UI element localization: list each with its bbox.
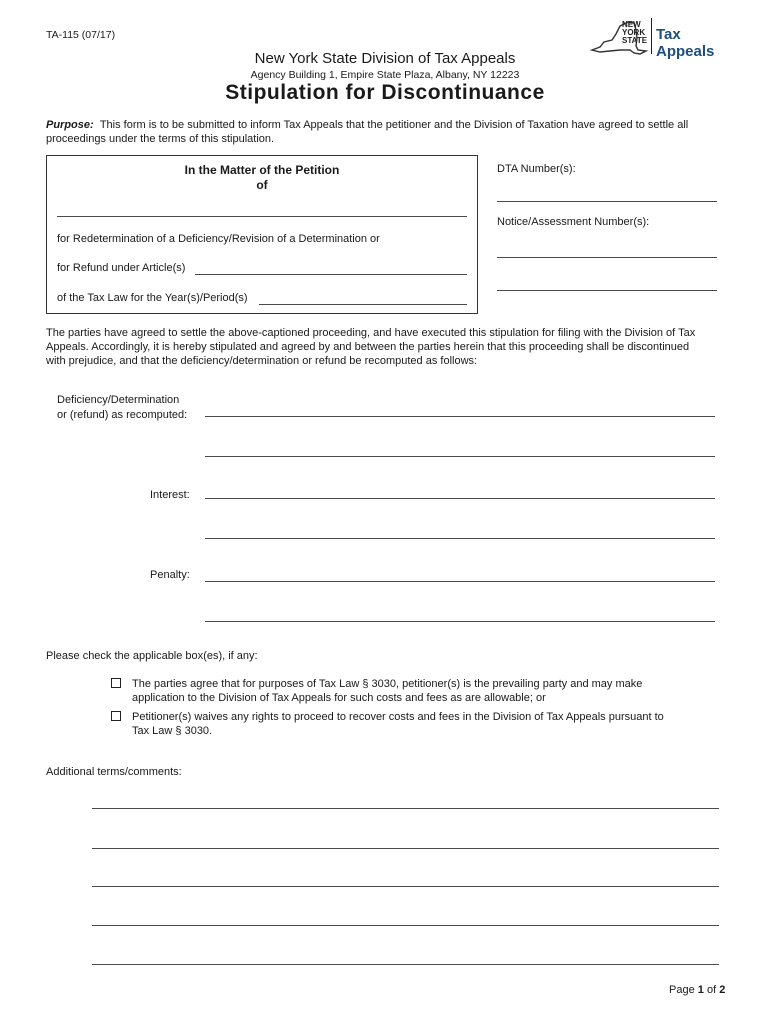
dta-number-field[interactable] [497,201,717,202]
years-period-field[interactable] [259,304,467,305]
prevailing-party-checkbox[interactable] [111,678,121,688]
logo-state-line2: YORK [622,28,646,37]
interest-label: Interest: [150,489,190,501]
comments-line-3[interactable] [92,886,719,887]
form-id: TA-115 (07/17) [46,29,116,41]
checkbox-intro: Please check the applicable box(es), if any: [46,650,258,662]
purpose-label: Purpose: [46,119,94,131]
penalty-field-1[interactable] [205,581,715,582]
agreement-line1: The parties have agreed to settle the above-captioned proceeding, and have executed this stipulation for filing with the Division of Tax [46,327,696,339]
penalty-field-2[interactable] [205,621,715,622]
interest-field-1[interactable] [205,498,715,499]
comments-line-2[interactable] [92,848,719,849]
logo-state-line1: NEW [622,20,641,29]
page-number [669,984,725,996]
article-field[interactable] [195,274,467,275]
matter-heading-of: of [256,178,268,192]
purpose-text [46,118,736,146]
page-current: 1 [697,984,704,996]
page-word: Page [669,984,695,996]
page-of: of [706,984,717,996]
notice-assessment-label: Notice/Assessment Number(s): [497,216,650,228]
agreement-line2: Appeals. Accordingly, it is hereby stipulated and agreed by and between the parties herein that this proceeding shall be discontinued [46,341,690,353]
logo-state-line3: STATE [622,36,648,45]
notice-number-field-1[interactable] [497,257,717,258]
logo-divider [651,18,652,54]
comments-line-4[interactable] [92,925,719,926]
deficiency-label-line1: Deficiency/Determination [57,394,180,406]
agency-name: New York State Division of Tax Appeals [254,50,516,67]
option2-line1: Petitioner(s) waives any rights to proceed to recover costs and fees in the Division of Tax Appeals pursuant to [132,711,664,723]
petitioner-name-field[interactable] [57,216,467,217]
additional-terms-label: Additional terms/comments: [46,766,182,778]
dta-number-label: DTA Number(s): [497,163,576,175]
agency-address: Agency Building 1, Empire State Plaza, Albany, NY 12223 [250,69,520,81]
option1-line2: application to the Division of Tax Appeals for such costs and fees as are allowable; or [132,692,546,704]
logo-text: Tax Appeals [656,26,715,60]
page-total: 2 [719,984,726,996]
option2-line2: Tax Law § 3030. [132,725,213,737]
comments-line-1[interactable] [92,808,719,809]
purpose-line2: proceedings under the terms of this stipulation. [46,133,275,145]
agreement-text [46,326,736,368]
agreement-line3: with prejudice, and that the deficiency/determination or refund be recomputed as follows: [46,355,478,367]
interest-field-2[interactable] [205,538,715,539]
penalty-label: Penalty: [150,569,190,581]
refund-article-label: for Refund under Article(s) [57,262,186,274]
purpose-line1: This form is to be submitted to inform Tax Appeals that the petitioner and the Division of Taxation have agreed to settle all [99,119,689,131]
tax-law-years-label: of the Tax Law for the Year(s)/Period(s) [57,292,248,304]
notice-number-field-2[interactable] [497,290,717,291]
deficiency-label-line2: or (refund) as recomputed: [57,409,188,421]
option1-line1: The parties agree that for purposes of Tax Law § 3030, petitioner(s) is the prevailing party and may make [132,678,643,690]
redetermination-label: for Redetermination of a Deficiency/Revision of a Determination or [57,233,380,245]
waive-costs-checkbox[interactable] [111,711,121,721]
page-title: Stipulation for Discontinuance [225,81,545,104]
deficiency-field-2[interactable] [205,456,715,457]
comments-line-5[interactable] [92,964,719,965]
deficiency-field-1[interactable] [205,416,715,417]
matter-heading: In the Matter of the Petition [184,163,340,177]
